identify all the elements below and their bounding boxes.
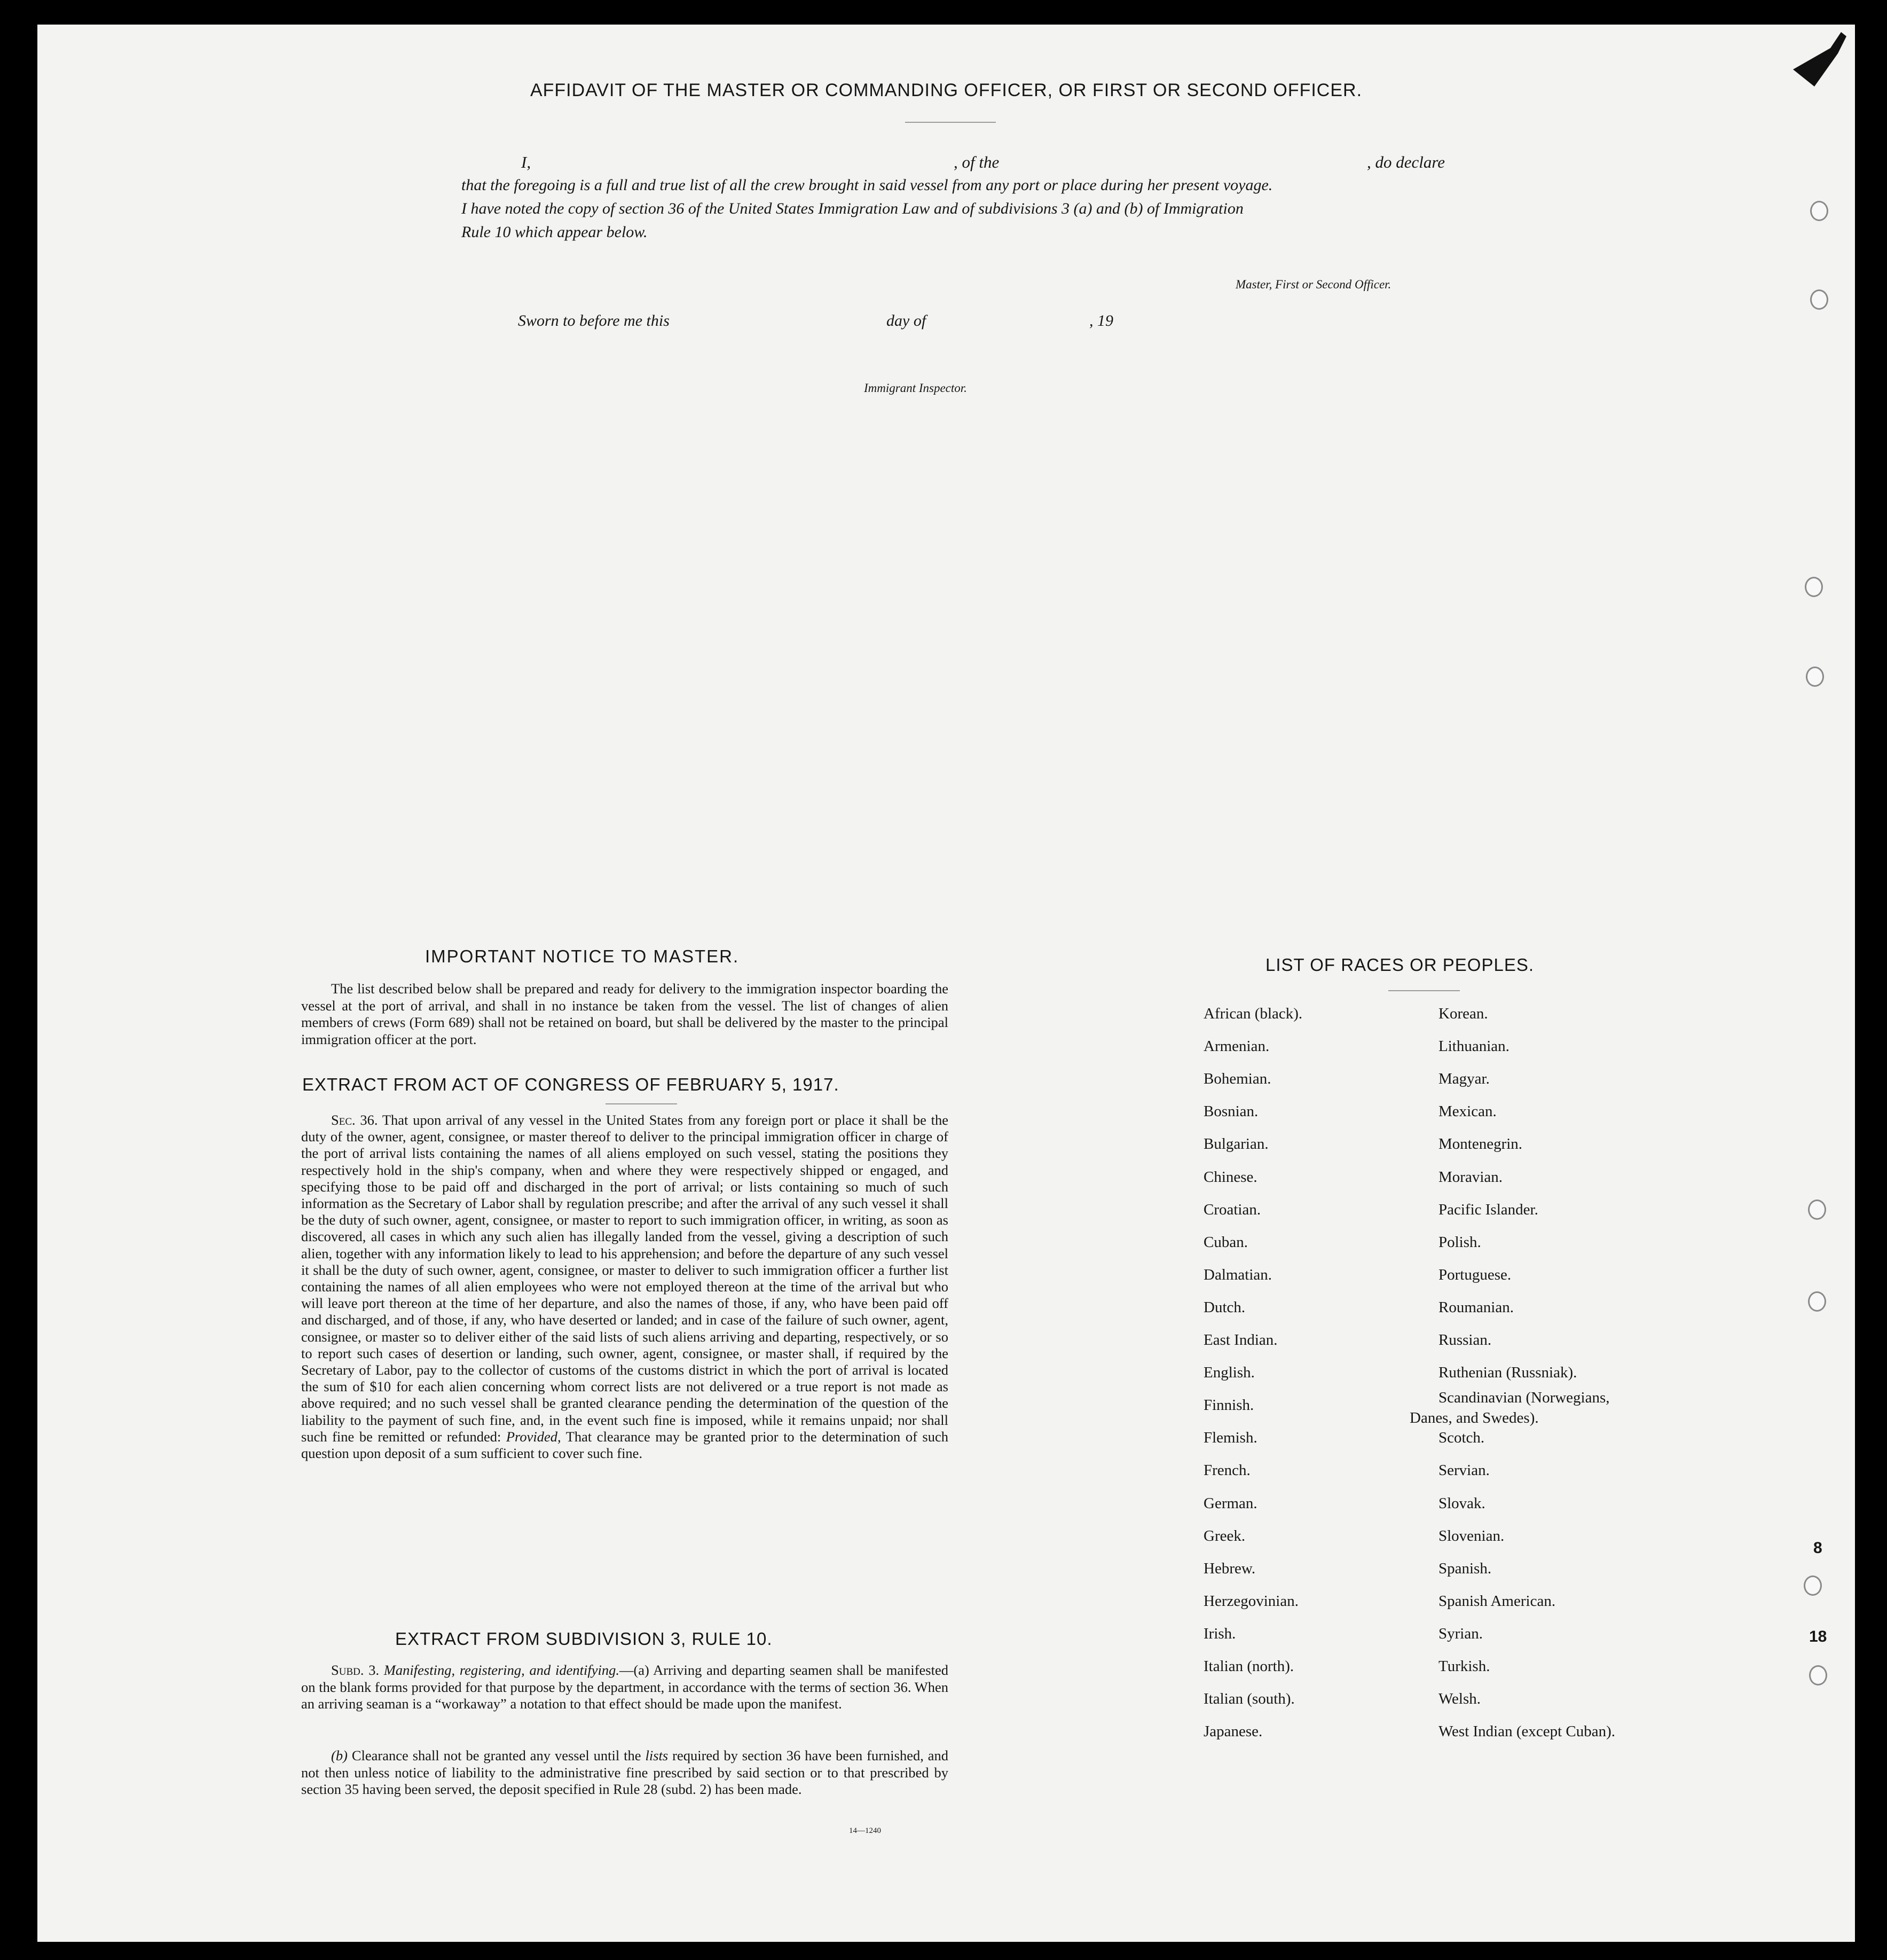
rule-subd-b bbox=[301, 1747, 948, 1798]
race-item: German. bbox=[1204, 1494, 1257, 1512]
corner-ink-mark bbox=[1782, 27, 1852, 96]
binder-hole bbox=[1805, 577, 1823, 597]
act-provided: Provided, bbox=[506, 1428, 561, 1445]
race-item: Moravian. bbox=[1438, 1168, 1503, 1186]
race-item: Syrian. bbox=[1438, 1625, 1483, 1642]
binder-hole bbox=[1808, 1291, 1826, 1312]
notice-body: The list described below shall be prepared and ready for delivery to the immigration inspector boarding the vessel at the port of arrival, and shall in no instance be taken from the vessel. The list of changes of alien members of crews (Form 689) shall not be retained on board, but shall be delivered by the master to the principal immigration officer at the port. bbox=[301, 981, 948, 1047]
margin-mark-18: 18 bbox=[1809, 1628, 1827, 1645]
race-item: Croatian. bbox=[1204, 1201, 1261, 1218]
race-item: Irish. bbox=[1204, 1625, 1236, 1642]
race-item: Servian. bbox=[1438, 1462, 1490, 1479]
binder-hole bbox=[1804, 1575, 1822, 1596]
rule-b-label: (b) bbox=[331, 1747, 348, 1763]
rule-para-a: —(a) Arriving and departing seamen shall be manifested on the blank forms provided for that purpose by the department, in accordance with the terms of section 36. When an arriving seaman is a “workaway” a notation to that effect should be made upon the manifest. bbox=[301, 1662, 948, 1712]
race-item: Bulgarian. bbox=[1204, 1135, 1269, 1153]
binder-hole bbox=[1806, 667, 1824, 687]
act-sec-label: Sec. 36. bbox=[331, 1112, 378, 1128]
race-item: West Indian (except Cuban). bbox=[1438, 1723, 1616, 1741]
race-item: Korean. bbox=[1438, 1005, 1488, 1022]
inspector-signature-label: Immigrant Inspector. bbox=[864, 381, 967, 395]
margin-mark-8: 8 bbox=[1813, 1539, 1822, 1557]
race-item: Pacific Islander. bbox=[1438, 1201, 1538, 1218]
affidavit-do-declare: , do declare bbox=[1367, 153, 1445, 171]
binder-hole bbox=[1810, 201, 1828, 221]
year-label: , 19 bbox=[1089, 312, 1113, 330]
race-item: Italian (south). bbox=[1204, 1690, 1295, 1708]
affidavit-i: I, bbox=[521, 153, 531, 171]
race-item: Greek. bbox=[1204, 1527, 1246, 1545]
race-item: Bohemian. bbox=[1204, 1070, 1271, 1088]
affidavit-line-3: I have noted the copy of section 36 of the United States Immigration Law and of subdivisions 3 (a) and (b) of Immigration bbox=[461, 200, 1244, 217]
affidavit-line-2: that the foregoing is a full and true list of all the crew brought in said vessel from any port or place during her present voyage. bbox=[461, 176, 1273, 194]
race-item: Lithuanian. bbox=[1438, 1038, 1509, 1055]
race-item: Ruthenian (Russniak). bbox=[1438, 1364, 1577, 1382]
act-sec-text: That upon arrival of any vessel in the United States from any foreign port or place it shall be the duty of the owner, agent, consignee, or master thereof to deliver to the principal immigration officer in charge of the port of arrival lists containing the names of all aliens employed on such vessel, stating the positions they respectively hold in the ship's company, when and where they were respectively shipped or engaged, and specifying those to be paid off and discharged in the port of arrival; or lists containing so much of such information as the Secretary of Labor shall by regulation prescribe; and after the arrival of any such vessel it shall be the duty of such owner, agent, consignee, or master to report to such immigration officer, in writing, as soon as discovered, all cases in which any such alien has illegally landed from the vessel, giving a description of such alien, together with any information likely to lead to his apprehension; and before the departure of any such vessel it shall be the duty of such owner, agent, consignee, or master to deliver to such immigration officer a further list containing the names of all alien employees who were not employed thereon at the time of the arrival but who will leave port thereon at the time of her departure, and also the names of those, if any, who have been paid off and discharged, and of those, if any, who have deserted or landed; and in case of the failure of such owner, agent, consignee, or master so to deliver either of the said lists of such aliens arriving and departing, respectively, or so to report such cases of desertion or landing, such owner, agent, consignee, or master shall, if required by the Secretary of Labor, pay to the collector of customs of the customs district in which the port of arrival is located the sum of $10 for each alien concerning whom correct lists are not delivered or a true report is not made as above required; and no such vessel shall be granted clearance pending the determination of the question of the liability to the payment of such fine, and, in the event such fine is imposed, while it remains unpaid; nor shall such fine be remitted or refunded: bbox=[301, 1112, 948, 1445]
race-item: East Indian. bbox=[1204, 1331, 1278, 1349]
race-item: Scandinavian (Norwegians, bbox=[1438, 1389, 1610, 1407]
rule-b-lists: lists bbox=[645, 1747, 669, 1763]
race-item: Roumanian. bbox=[1438, 1298, 1514, 1316]
race-item: Danes, and Swedes). bbox=[1410, 1409, 1539, 1427]
race-item: Chinese. bbox=[1204, 1168, 1257, 1186]
rule-b-text-1: Clearance shall not be granted any vessel until the bbox=[351, 1747, 641, 1763]
race-item: Magyar. bbox=[1438, 1070, 1490, 1088]
rule-subd-label: Subd. 3. bbox=[331, 1662, 380, 1678]
race-item: Slovak. bbox=[1438, 1494, 1485, 1512]
master-signature-label: Master, First or Second Officer. bbox=[1236, 278, 1391, 291]
race-item: Turkish. bbox=[1438, 1658, 1490, 1675]
races-heading-underline bbox=[1388, 990, 1460, 991]
race-item: Polish. bbox=[1438, 1233, 1481, 1251]
title-underline bbox=[905, 122, 996, 123]
race-item: Spanish American. bbox=[1438, 1592, 1556, 1610]
race-item: Herzegovinian. bbox=[1204, 1592, 1299, 1610]
form-number: 14—1240 bbox=[849, 1826, 881, 1835]
day-of-label: day of bbox=[886, 312, 926, 330]
binder-hole bbox=[1810, 289, 1828, 310]
rule-extract-heading: EXTRACT FROM SUBDIVISION 3, RULE 10. bbox=[395, 1629, 773, 1649]
race-item: Dalmatian. bbox=[1204, 1266, 1272, 1283]
affidavit-of-the: , of the bbox=[954, 153, 1000, 171]
race-item: English. bbox=[1204, 1364, 1255, 1382]
race-item: Spanish. bbox=[1438, 1559, 1492, 1577]
rule-subd-title: Manifesting, registering, and identifying. bbox=[383, 1662, 619, 1678]
act-extract-heading: EXTRACT FROM ACT OF CONGRESS OF FEBRUARY 5, 1917. bbox=[302, 1075, 839, 1094]
race-item: French. bbox=[1204, 1462, 1251, 1479]
race-item: Montenegrin. bbox=[1438, 1135, 1523, 1153]
race-item: Flemish. bbox=[1204, 1429, 1257, 1447]
race-item: Finnish. bbox=[1204, 1397, 1254, 1414]
sworn-label: Sworn to before me this bbox=[518, 312, 670, 330]
notice-heading: IMPORTANT NOTICE TO MASTER. bbox=[425, 946, 740, 966]
act-extract-body bbox=[301, 1112, 948, 1462]
affidavit-title: AFFIDAVIT OF THE MASTER OR COMMANDING OFFICER, OR FIRST OR SECOND OFFICER. bbox=[530, 80, 1363, 100]
race-item: African (black). bbox=[1204, 1005, 1303, 1022]
act-heading-underline bbox=[606, 1103, 677, 1104]
race-item: Welsh. bbox=[1438, 1690, 1481, 1708]
rule-b-text-2: required by section 36 have been furnished, and not then unless notice of liability to the administrative fine prescribed by said section or to that prescribed by section 35 having been served, the deposit specified in Rule 28 (subd. 2) has been made. bbox=[301, 1747, 949, 1797]
race-item: Japanese. bbox=[1204, 1723, 1263, 1741]
race-item: Portuguese. bbox=[1438, 1266, 1512, 1283]
race-item: Armenian. bbox=[1204, 1038, 1270, 1055]
race-item: Russian. bbox=[1438, 1331, 1492, 1349]
race-item: Mexican. bbox=[1438, 1103, 1497, 1120]
act-sec-end: That clearance may be granted prior to the determination of such question upon deposit of a sum sufficient to cover such fine. bbox=[301, 1428, 948, 1462]
race-item: Scotch. bbox=[1438, 1429, 1485, 1447]
rule-subd-a bbox=[301, 1662, 948, 1713]
affidavit-line-4: Rule 10 which appear below. bbox=[461, 223, 648, 241]
race-item: Cuban. bbox=[1204, 1233, 1248, 1251]
race-item: Dutch. bbox=[1204, 1298, 1246, 1316]
races-heading: LIST OF RACES OR PEOPLES. bbox=[1265, 955, 1535, 975]
race-item: Hebrew. bbox=[1204, 1559, 1256, 1577]
race-item: Italian (north). bbox=[1204, 1658, 1294, 1675]
race-item: Bosnian. bbox=[1204, 1103, 1259, 1120]
binder-hole bbox=[1809, 1665, 1827, 1685]
document-page bbox=[37, 25, 1855, 1942]
binder-hole bbox=[1808, 1199, 1826, 1220]
race-item: Slovenian. bbox=[1438, 1527, 1505, 1545]
